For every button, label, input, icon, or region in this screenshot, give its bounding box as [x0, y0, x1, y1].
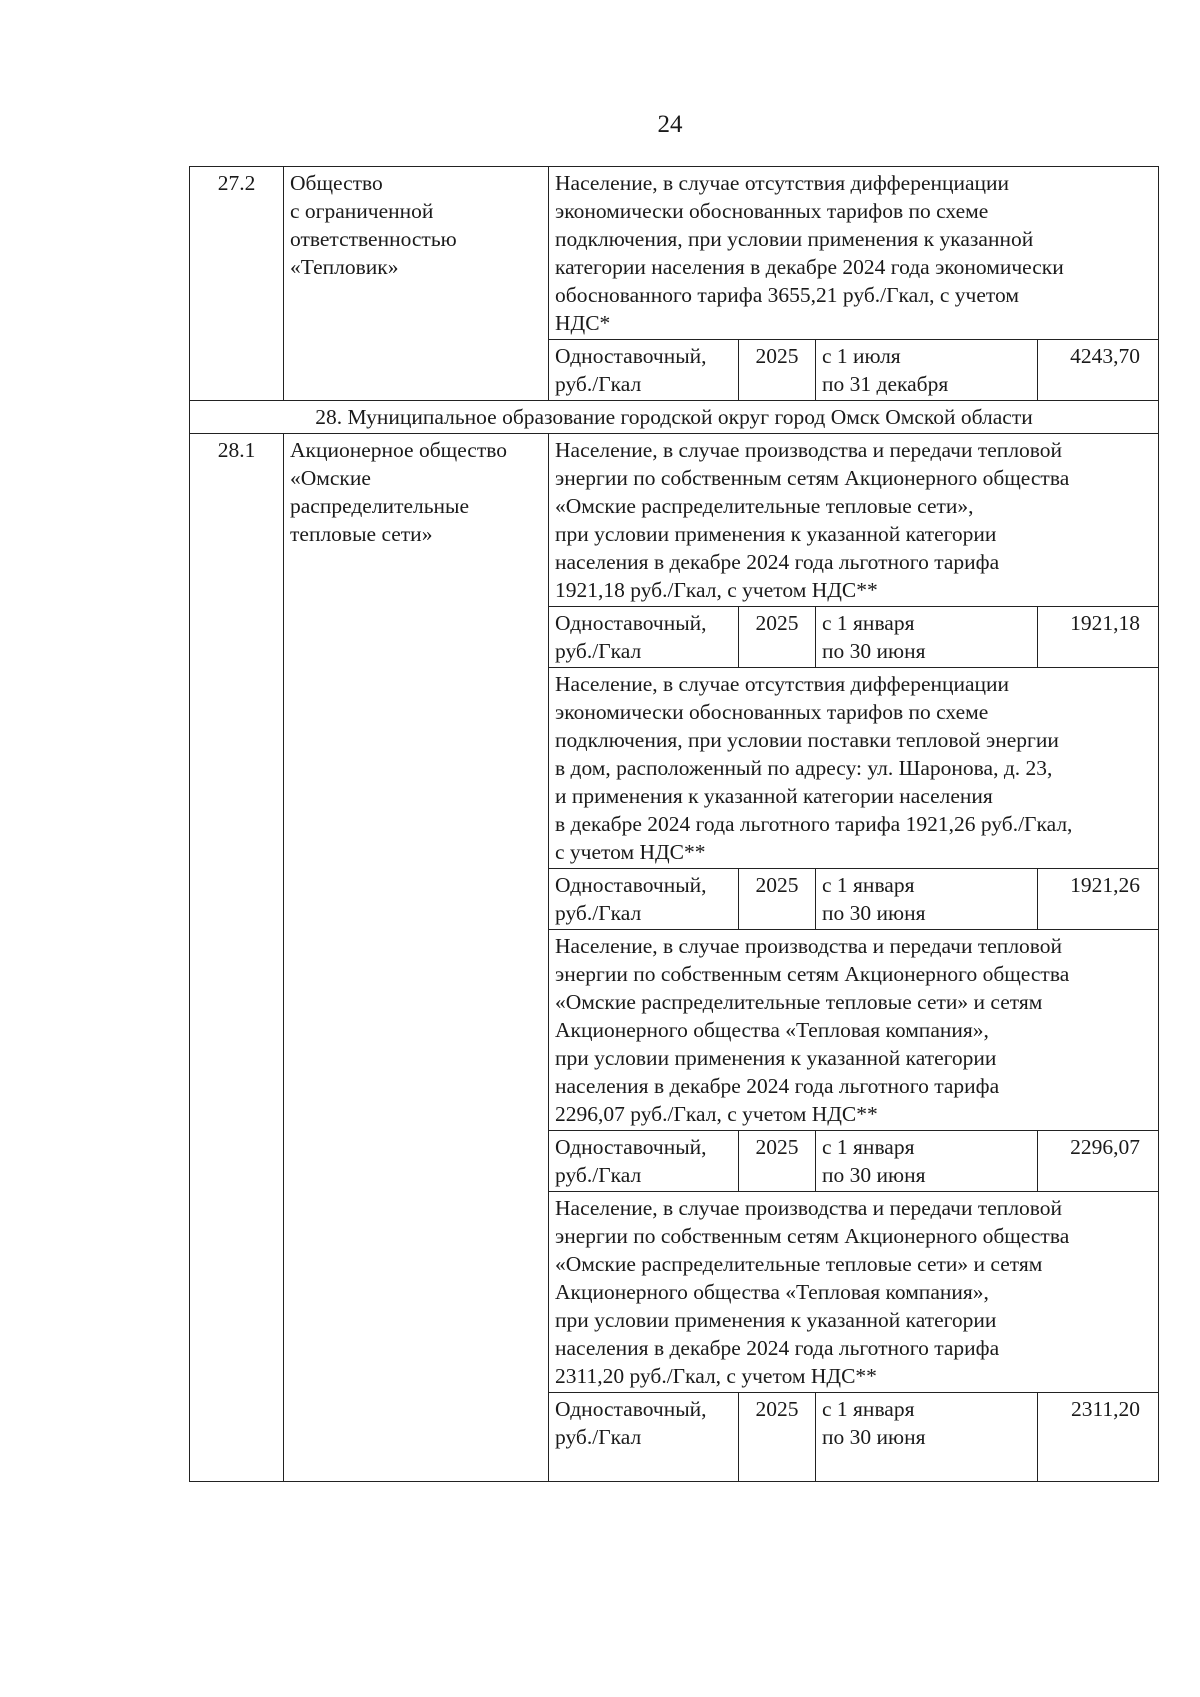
population-category: Население, в случае производства и передачи тепловой энергии по собственным сетям Акционерного общества «Омские распределительные тепловые сети» и сетям Акционерного общества «Тепловая компания», при условии применения к указанной категории населения в декабре 2024 года льготного тарифа 2296,07 руб./Гкал, с учетом НДС**: [549, 930, 1159, 1131]
row-number: 28.1: [190, 434, 284, 1482]
tariff-table: [189, 166, 1159, 1482]
tariff-period: с 1 января по 30 июня: [816, 607, 1038, 668]
organization-name: Общество с ограниченной ответственностью «Тепловик»: [284, 167, 549, 401]
tariff-period: с 1 января по 30 июня: [816, 1131, 1038, 1192]
tariff-type: Одноставочный, руб./Гкал: [549, 607, 739, 668]
population-category: Население, в случае отсутствия дифференциации экономически обоснованных тарифов по схеме подключения, при условии поставки тепловой энергии в дом, расположенный по адресу: ул. Шаронова, д. 23, и применения к указанной категории населения в декабре 2024 года льготного тарифа 1921,26 руб./Гкал, с учетом НДС**: [549, 668, 1159, 869]
tariff-period: с 1 января по 30 июня: [816, 1393, 1038, 1482]
tariff-value: 1921,26: [1038, 869, 1159, 930]
population-category: Население, в случае производства и передачи тепловой энергии по собственным сетям Акционерного общества «Омские распределительные тепловые сети» и сетям Акционерного общества «Тепловая компания», при условии применения к указанной категории населения в декабре 2024 года льготного тарифа 2311,20 руб./Гкал, с учетом НДС**: [549, 1192, 1159, 1393]
tariff-year: 2025: [739, 869, 816, 930]
tariff-period: с 1 января по 30 июня: [816, 869, 1038, 930]
tariff-type: Одноставочный, руб./Гкал: [549, 1131, 739, 1192]
table-row: [190, 167, 1159, 340]
tariff-value: 1921,18: [1038, 607, 1159, 668]
population-category: Население, в случае производства и передачи тепловой энергии по собственным сетям Акционерного общества «Омские распределительные тепловые сети», при условии применения к указанной категории населения в декабре 2024 года льготного тарифа 1921,18 руб./Гкал, с учетом НДС**: [549, 434, 1159, 607]
tariff-value: 2296,07: [1038, 1131, 1159, 1192]
section-title: 28. Муниципальное образование городской округ город Омск Омской области: [190, 401, 1159, 434]
tariff-value: 2311,20: [1038, 1393, 1159, 1482]
tariff-year: 2025: [739, 1393, 816, 1482]
tariff-year: 2025: [739, 340, 816, 401]
tariff-type: Одноставочный, руб./Гкал: [549, 1393, 739, 1482]
page-number: 24: [657, 111, 683, 138]
tariff-type: Одноставочный, руб./Гкал: [549, 869, 739, 930]
table-row: [190, 434, 1159, 607]
row-number: 27.2: [190, 167, 284, 401]
tariff-type: Одноставочный, руб./Гкал: [549, 340, 739, 401]
tariff-year: 2025: [739, 1131, 816, 1192]
tariff-period: с 1 июля по 31 декабря: [816, 340, 1038, 401]
population-category: Население, в случае отсутствия дифференциации экономически обоснованных тарифов по схеме подключения, при условии применения к указанной категории населения в декабре 2024 года экономически обоснованного тарифа 3655,21 руб./Гкал, с учетом НДС*: [549, 167, 1159, 340]
organization-name: Акционерное общество «Омские распределительные тепловые сети»: [284, 434, 549, 1482]
section-row: [190, 401, 1159, 434]
tariff-year: 2025: [739, 607, 816, 668]
tariff-value: 4243,70: [1038, 340, 1159, 401]
